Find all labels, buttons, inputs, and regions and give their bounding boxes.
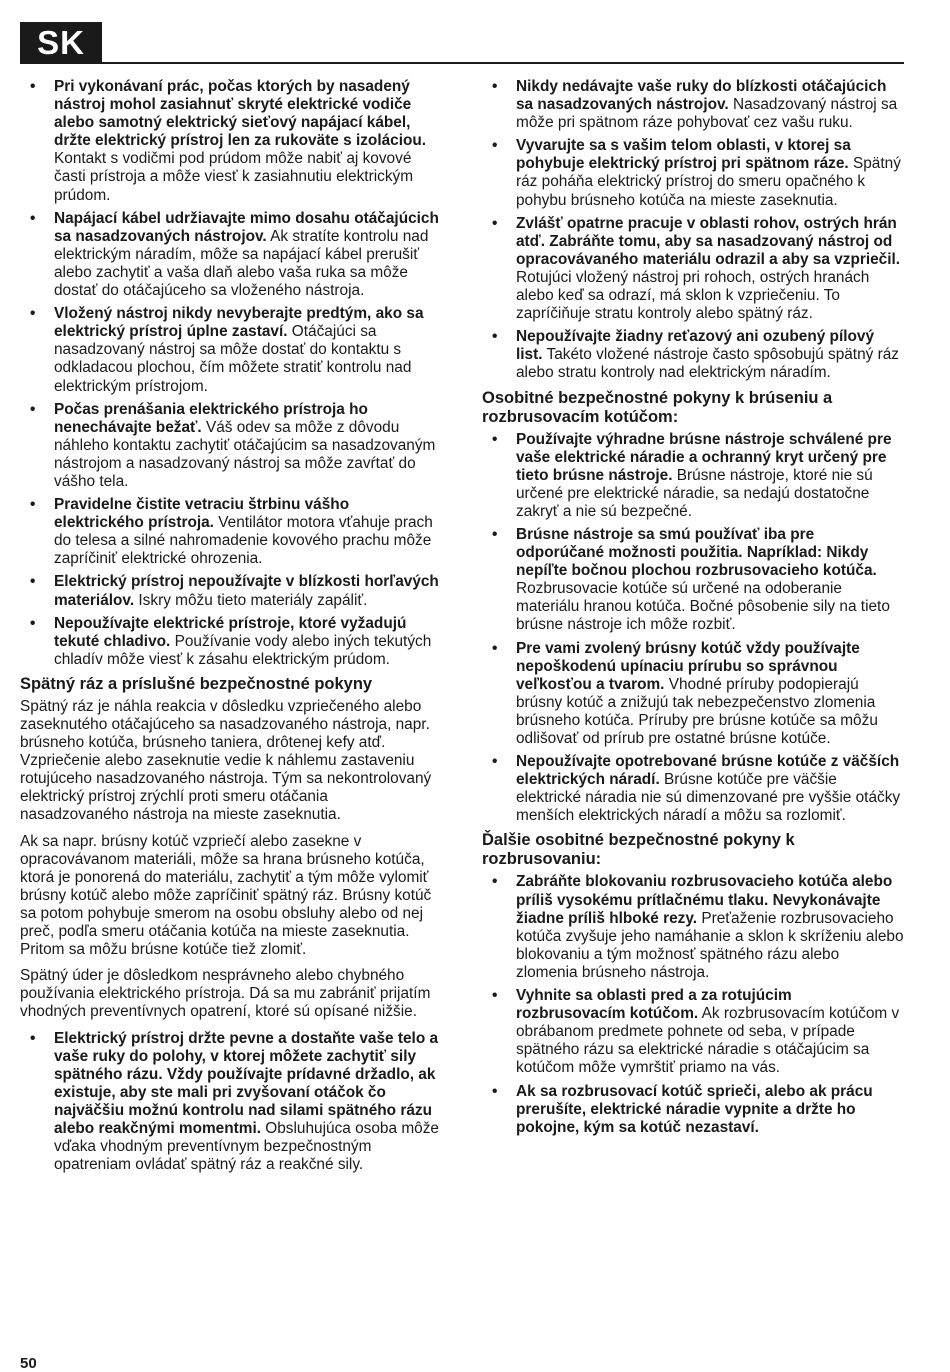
list-item: • Nikdy nedávajte vaše ruky do blízkosti otáčajúcich sa nasadzovaných nástrojov. Nasadzovaný nástroj sa môže pri spätnom ráze pohybovať cez vašu ruku. [482,78,904,132]
right-column [482,78,904,1142]
list-item: • Vložený nástroj nikdy nevyberajte predtým, ako sa elektrický prístroj úplne zastaví. Otáčajúci sa nasadzovaný nástroj sa môže dostať do kontaktu s odkladacou plochou, čím môžete stratiť kontrolu nad elektrickým prístrojom. [20,305,440,395]
list-item: • Nepoužívajte elektrické prístroje, ktoré vyžadujú tekuté chladivo. Používanie vody alebo iných tekutých chladív môže viesť k zásahu elektrickým prúdom. [20,615,440,669]
list-item: • Pravidelne čistite vetraciu štrbinu vášho elektrického prístroja. Ventilátor motora vťahuje prach do telesa a silné nahromadenie kovového prachu môže zapríčiniť elektrické ohrozenia. [20,496,440,568]
left-column [20,78,440,1179]
list-item: • Napájací kábel udržiavajte mimo dosahu otáčajúcich sa nasadzovaných nástrojov. Ak stratíte kontrolu nad elektrickým náradím, môže sa napájací kábel prerušiť alebo zachytiť a vaša dlaň alebo vaša ruka sa môže dostať do otáčajúceho sa vloženého nástroja. [20,210,440,300]
list-item: • Zabráňte blokovaniu rozbrusovacieho kotúča alebo príliš vysokému prítlačnému tlaku. Nevykonávajte žiadne príliš hlboké rezy. Preťaženie rozbrusovacieho kotúča zvyšuje jeho namáhanie a sklon k skríženiu alebo blokovaniu a tým možnosť spätného rázu alebo zlomenia brúsneho nástroja. [482,873,904,982]
section-heading-cutting: Ďalšie osobitné bezpečnostné pokyny k rozbrusovaniu: [482,831,795,869]
paragraph: Spätný ráz je náhla reakcia v dôsledku vzpriečeného alebo zaseknutého otáčajúceho sa nasadzovaného nástroja, napr. brúsneho kotúča, brúsneho taniera, drôtenej kefy atď. Vzpriečenie alebo zaseknutie vedie k náhlemu zastaveniu rotujúceho nasadzovaného nástroja. Tým sa nekontrolovaný elektrický prístroj zrýchlí proti smeru otáčania nasadzovaného nástroja na mieste zaseknutia. [20,697,432,824]
list-item: • Nepoužívajte opotrebované brúsne kotúče z väčších elektrických náradí. Brúsne kotúče pre väčšie elektrické náradia nie sú dimenzované pre vyššie otáčky menších elektrických náradí a môžu sa rozlomiť. [482,753,904,825]
list-item: • Počas prenášania elektrického prístroja ho nenechávajte bežať. Váš odev sa môže z dôvodu náhleho kontaktu zachytiť otáčajúcim sa nasadzovaným nástrojom a nasadzovaný nástroj sa môže zavŕtať do vášho tela. [20,401,440,491]
list-item: • Pre vami zvolený brúsny kotúč vždy používajte nepoškodenú upínaciu prírubu so správnou veľkosťou a tvarom. Vhodné príruby podopierajú brúsny kotúč a znižujú tak nebezpečenstvo zlomenia brúsneho kotúča. Príruby pre brúsne kotúče sa môžu odlišovať od prírub pre ostatné brúsne kotúče. [482,640,904,749]
list-item: • Pri vykonávaní prác, počas ktorých by nasadený nástroj mohol zasiahnuť skryté elektrické vodiče alebo samotný elektrický sieťový napájací kábel, držte elektrický prístroj len za rukoväte s izoláciou. Kontakt s vodičmi pod prúdom môže nabiť aj kovové časti prístroja a môže viesť k zasiahnutiu elektrickým prúdom. [20,78,440,205]
list-item: • Vyvarujte sa s vašim telom oblasti, v ktorej sa pohybuje elektrický prístroj pri spätnom ráze. Spätný ráz poháňa elektrický prístroj do smeru opačného k pohybu brúsneho kotúča na mieste zaseknutia. [482,137,904,209]
list-item: • Zvlášť opatrne pracuje v oblasti rohov, ostrých hrán atď. Zabráňte tomu, aby sa nasadzovaný nástroj od opracovávaného materiálu odrazil a aby sa vzpriečil. Rotujúci vložený nástroj pri rohoch, ostrých hranách alebo keď sa odrazí, má sklon k vzpriečeniu. To zapríčiňuje stratu kontroly alebo spätný ráz. [482,215,904,324]
left-bullets-top [20,78,440,669]
list-item: • Elektrický prístroj nepoužívajte v blízkosti horľavých materiálov. Iskry môžu tieto materiály zapáliť. [20,573,440,609]
section-heading-grinding: Osobitné bezpečnostné pokyny k brúseniu a rozbrusovacím kotúčom: [482,388,833,426]
paragraph: Ak sa napr. brúsny kotúč vzpriečí alebo zasekne v opracovávanom materiáli, môže sa hrana brúsneho kotúča, ktorá je ponorená do materiálu, zachytiť a tým môže vylomiť brúsny kotúč alebo môže zapríčiniť spätný ráz. Brúsny kotúč sa potom pohybuje smerom na osobu obsluhy alebo od nej preč, podľa smeru otáčania kotúča na mieste zaseknutia. Pritom sa môžu brúsne kotúče tiež zlomiť. [20,832,432,959]
page-number: 50 [20,1355,37,1372]
list-item: • Používajte výhradne brúsne nástroje schválené pre vaše elektrické náradie a ochranný kryt určený pre tieto brúsne nástroje. Brúsne nástroje, ktoré nie sú určené pre elektrické náradie, sa nedajú dostatočne zakryť a nie sú bezpečné. [482,431,904,521]
list-item: • Nepoužívajte žiadny reťazový ani ozubený pílový list. Takéto vložené nástroje často spôsobujú spätný ráz alebo stratu kontroly nad elektrickým náradím. [482,328,904,382]
right-bullets-cutting [482,873,904,1136]
section-heading-kickback: Spätný ráz a príslušné bezpečnostné pokyny [20,674,373,693]
list-item: • Vyhnite sa oblasti pred a za rotujúcim rozbrusovacím kotúčom. Ak rozbrusovacím kotúčom v obrábanom predmete pohnete od seba, v prípade spätného rázu sa elektrické náradie s otáčajúcim sa kotúčom môže vymrštiť priamo na vás. [482,987,904,1077]
left-bullets-bottom [20,1030,440,1175]
paragraph: Spätný úder je dôsledkom nesprávneho alebo chybného používania elektrického prístroja. Dá sa mu zabrániť prijatím vhodných preventívnych opatrení, ktoré sú opísané nižšie. [20,967,431,1021]
list-item: • Elektrický prístroj držte pevne a dostaňte vaše telo a vaše ruky do polohy, v ktorej môžete zachytiť sily spätného rázu. Vždy používajte prídavné držadlo, ak existuje, aby ste mali pri zvyšovaní otáčok čo najväčšiu možnú kontrolu nad silami spätného rázu alebo reakčnými momentmi. Obsluhujúca osoba môže vďaka vhodným preventívnym bezpečnostným opatreniam ovládať spätný ráz a reakčné sily. [20,1030,440,1175]
list-item: • Brúsne nástroje sa smú používať iba pre odporúčané možnosti použitia. Napríklad: Nikdy nepíľte bočnou plochou rozbrusovacieho kotúča. Rozbrusovacie kotúče sú určené na odoberanie materiálu hranou kotúča. Bočné pôsobenie sily na tieto brúsne nástroje ich môže rozbiť. [482,526,904,635]
right-bullets-grinding [482,431,904,826]
header-rule [102,62,904,64]
language-badge: SK [20,22,102,64]
list-item: • Ak sa rozbrusovací kotúč sprieči, alebo ak prácu prerušíte, elektrické náradie vypnite a držte ho pokojne, kým sa kotúč nezastaví. [482,1083,904,1137]
right-bullets-top [482,78,904,383]
